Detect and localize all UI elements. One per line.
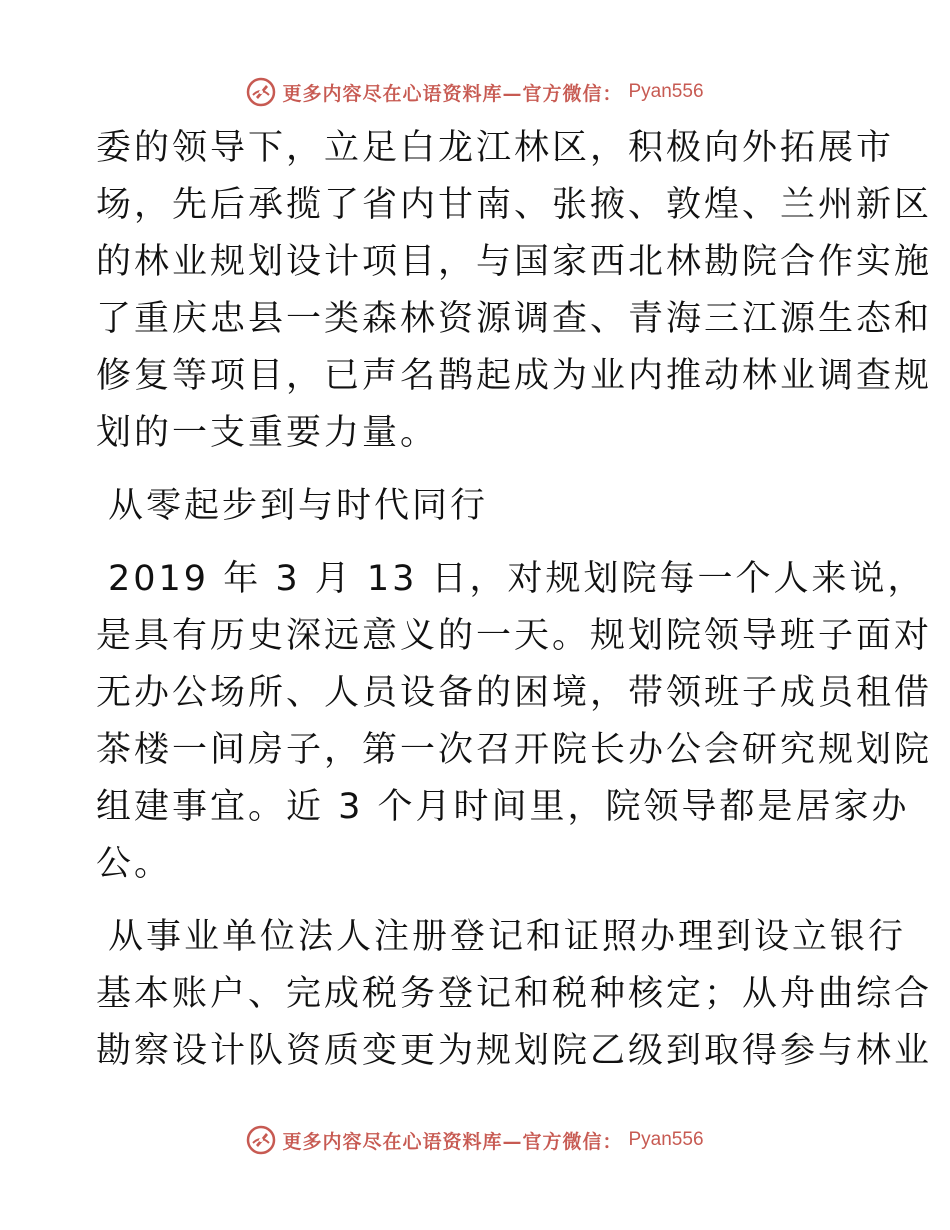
book-pen-logo-icon [246, 1125, 276, 1155]
watermark-wechat-id: Pyan556 [628, 81, 704, 102]
text-line: 委的领导下，立足白龙江林区，积极向外拓展市 [96, 128, 895, 168]
text-line: 了重庆忠县一类森林资源调查、青海三江源生态和 [96, 299, 933, 339]
document-body [96, 120, 933, 1080]
text-line: 组建事宜。近 3 个月时间里，院领导都是居家办 [96, 787, 910, 827]
watermark-wechat-id: Pyan556 [628, 1129, 704, 1150]
paragraph-3 [96, 909, 933, 1080]
text-line: 从事业单位法人注册登记和证照办理到设立银行 [108, 917, 907, 957]
header-watermark [0, 72, 950, 112]
text-line: 划的一支重要力量。 [96, 413, 439, 453]
footer-watermark [0, 1120, 950, 1160]
text-line: 的林业规划设计项目，与国家西北林勘院合作实施 [96, 242, 933, 282]
paragraph-1 [96, 120, 933, 462]
text-line: 勘察设计队资质变更为规划院乙级到取得参与林业 [96, 1031, 933, 1071]
text-line: 茶楼一间房子，第一次召开院长办公会研究规划院 [96, 730, 933, 770]
text-line: 场，先后承揽了省内甘南、张掖、敦煌、兰州新区 [96, 185, 933, 225]
paragraph-2 [96, 551, 933, 893]
watermark-text: 更多内容尽在心语资料库—官方微信： [282, 82, 623, 105]
book-pen-logo-icon [246, 77, 276, 107]
section-heading: 从零起步到与时代同行 [108, 486, 489, 526]
text-line: 修复等项目，已声名鹊起成为业内推动林业调查规 [96, 356, 933, 396]
text-line: 2019 年 3 月 13 日，对规划院每一个人来说， [108, 559, 926, 599]
text-line: 基本账户、完成税务登记和税种核定；从舟曲综合 [96, 974, 933, 1014]
watermark-text: 更多内容尽在心语资料库—官方微信： [282, 1130, 623, 1153]
text-line: 无办公场所、人员设备的困境，带领班子成员租借 [96, 673, 933, 713]
text-line: 公。 [96, 844, 173, 884]
text-line: 是具有历史深远意义的一天。规划院领导班子面对 [96, 616, 933, 656]
